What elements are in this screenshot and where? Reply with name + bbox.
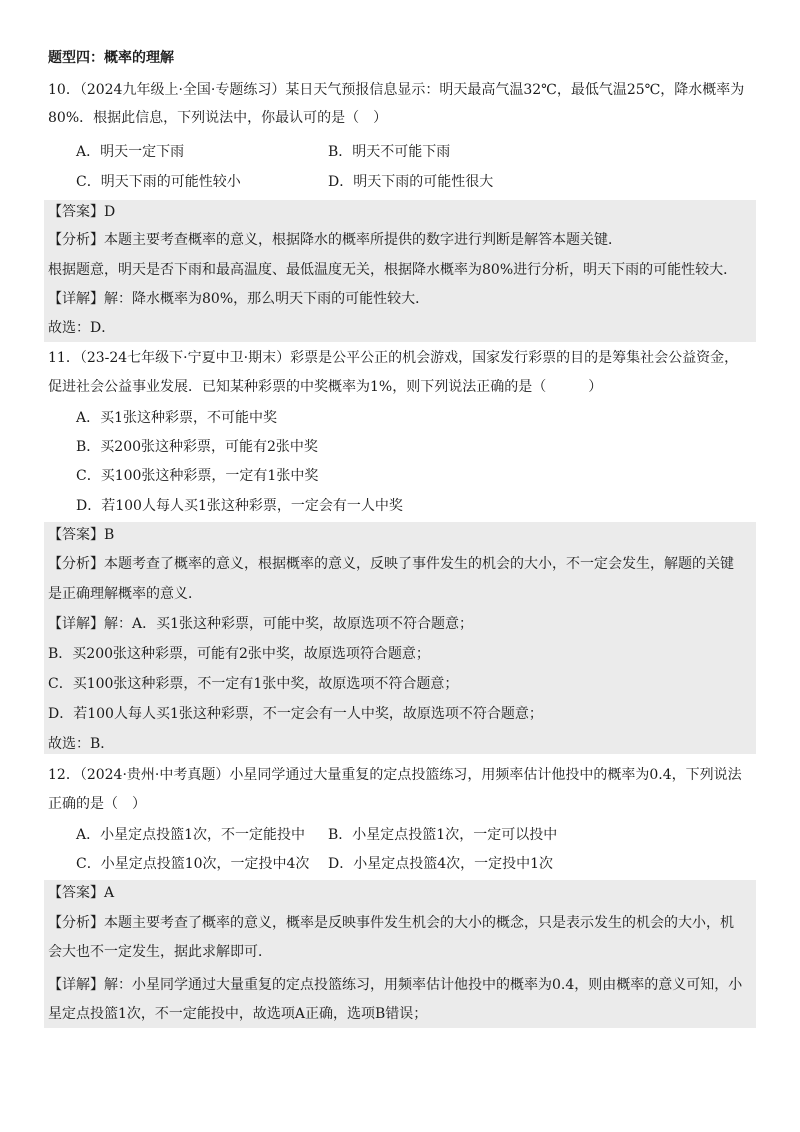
q10-conclusion: 故选：D． [48, 320, 116, 336]
q11-detail-line2: B．买200张这种彩票，可能有2张中奖，故原选项符合题意； [48, 646, 430, 662]
q11-conclusion: 故选：B． [48, 736, 115, 752]
q10-stem-line1: 10．（2024九年级上·全国·专题练习）某日天气预报信息显示：明天最高气温32℃，最低气温25℃，降水概率为 [48, 82, 745, 98]
q12-option-c: C．小星定点投篮10次，一定投中4次 [76, 856, 310, 872]
q12-option-d: D．小星定点投篮4次，一定投中1次 [328, 856, 554, 872]
q10-answer: 【答案】D [48, 204, 116, 220]
q11-analysis-line2: 是正确理解概率的意义． [48, 586, 202, 602]
q10-option-d: D．明天下雨的可能性很大 [328, 174, 494, 190]
q11-detail-line3: C．买100张这种彩票，不一定有1张中奖，故原选项不符合题意； [48, 676, 459, 692]
q10-option-a: A．明天一定下雨 [76, 144, 185, 160]
q11-detail-line4: D．若100人每人买1张这种彩票，不一定会有一人中奖，故原选项不符合题意； [48, 706, 543, 722]
q12-analysis-line1: 【分析】本题主要考查了概率的意义，概率是反映事件发生机会的大小的概念，只是表示发生的机会的大小，机 [48, 915, 734, 931]
q12-detail-line1: 【详解】解：小星同学通过大量重复的定点投篮练习，用频率估计他投中的概率为0.4，则由概率的意义可知，小 [48, 977, 743, 993]
q11-stem-line2: 促进社会公益事业发展．已知某种彩票的中奖概率为1%，则下列说法正确的是（ ） [48, 379, 603, 395]
section-title: 题型四：概率的理解 [48, 50, 174, 66]
q11-stem-line1: 11．（23-24七年级下·宁夏中卫·期末）彩票是公平公正的机会游戏，国家发行彩票的目的是筹集社会公益资金， [48, 350, 739, 366]
q11-option-c: C．买100张这种彩票，一定有1张中奖 [76, 468, 319, 484]
q12-analysis-line2: 会大也不一定发生，据此求解即可． [48, 944, 272, 960]
q11-analysis-line1: 【分析】本题考查了概率的意义，根据概率的意义，反映了事件发生的机会的大小，不一定会发生，解题的关键 [48, 556, 734, 572]
q10-option-c: C．明天下雨的可能性较小 [76, 174, 241, 190]
q10-analysis-line2: 根据题意，明天是否下雨和最高温度、最低温度无关，根据降水概率为80%进行分析，明天下雨的可能性较大． [48, 262, 738, 278]
q11-option-b: B．买200张这种彩票，可能有2张中奖 [76, 439, 318, 455]
q10-detail-line1: 【详解】解：降水概率为80%，那么明天下雨的可能性较大． [48, 291, 430, 307]
q12-answer: 【答案】A [48, 885, 115, 901]
q12-stem-line1: 12．（2024·贵州·中考真题）小星同学通过大量重复的定点投篮练习，用频率估计他投中的概率为0.4，下列说法 [48, 767, 742, 783]
q11-option-a: A．买1张这种彩票，不可能中奖 [76, 410, 278, 426]
q10-analysis-line1: 【分析】本题主要考查概率的意义，根据降水的概率所提供的数字进行判断是解答本题关键． [48, 232, 622, 248]
q12-detail-line2: 星定点投篮1次，不一定能投中，故选项A正确，选项B错误； [48, 1006, 428, 1022]
q10-option-b: B．明天不可能下雨 [328, 144, 451, 160]
q12-option-b: B．小星定点投篮1次，一定可以投中 [328, 827, 558, 843]
q12-option-a: A．小星定点投篮1次，不一定能投中 [76, 827, 306, 843]
q10-stem-line2: 80%．根据此信息，下列说法中，你最认可的是（ ） [48, 110, 388, 126]
q11-option-d: D．若100人每人买1张这种彩票，一定会有一人中奖 [76, 498, 403, 514]
q11-answer: 【答案】B [48, 527, 115, 543]
q11-detail-line1: 【详解】解：A．买1张这种彩票，可能中奖，故原选项不符合题意； [48, 616, 474, 632]
q12-stem-line2: 正确的是（ ） [48, 796, 146, 812]
